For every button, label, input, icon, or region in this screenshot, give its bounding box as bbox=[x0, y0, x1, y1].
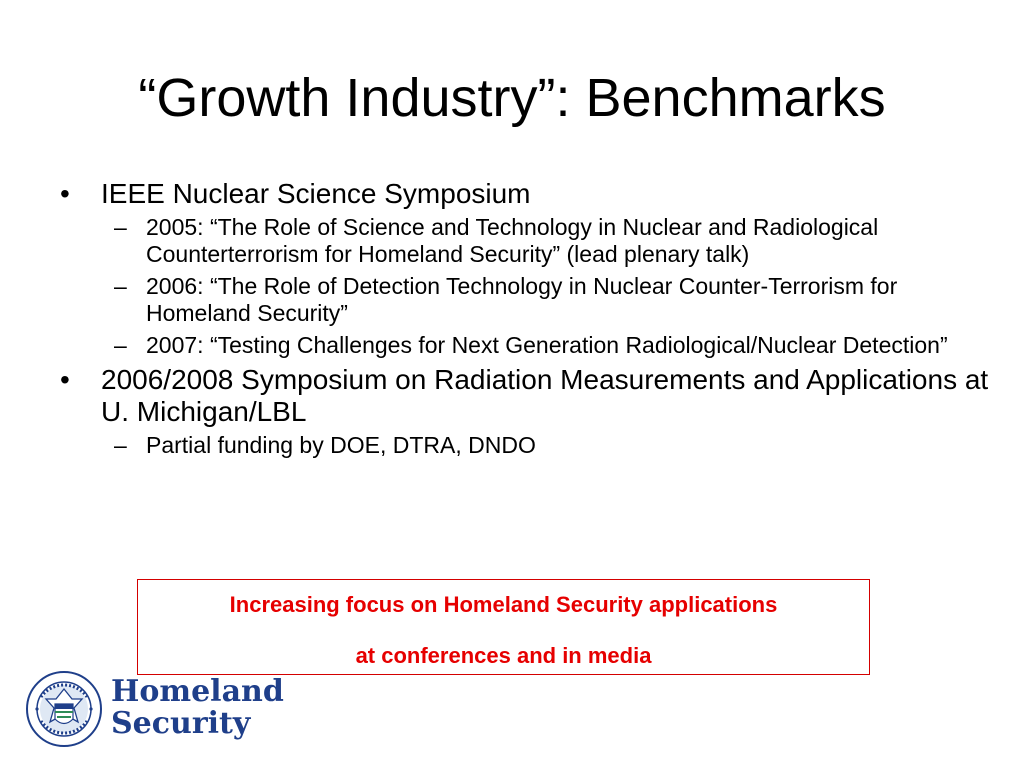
logo-line-2: Security bbox=[111, 706, 251, 741]
bullet-item bbox=[60, 178, 990, 210]
sub-bullet-text: Partial funding by DOE, DTRA, DNDO bbox=[146, 432, 536, 458]
bullet-item bbox=[60, 364, 990, 428]
sub-bullet-list bbox=[60, 432, 990, 459]
sub-bullet-item bbox=[60, 273, 990, 327]
bullet-text: IEEE Nuclear Science Symposium bbox=[101, 178, 531, 209]
sub-bullet-marker: – bbox=[114, 273, 127, 299]
bullet-marker: • bbox=[60, 178, 70, 209]
bullet-list bbox=[60, 178, 990, 464]
callout-line-1: Increasing focus on Homeland Security applications bbox=[229, 592, 778, 617]
dhs-seal-icon bbox=[25, 670, 103, 748]
bullet-marker: • bbox=[60, 364, 70, 395]
sub-bullet-text: 2006: “The Role of Detection Technology in Nuclear Counter-Terrorism for Homeland Security” bbox=[146, 273, 898, 326]
sub-bullet-marker: – bbox=[114, 432, 127, 458]
logo-line-1: Homeland bbox=[111, 674, 284, 709]
slide-title: “Growth Industry”: Benchmarks bbox=[138, 68, 886, 128]
sub-bullet-text: 2005: “The Role of Science and Technology in Nuclear and Radiological Counterterrorism for Homeland Security” (lead plenary talk) bbox=[146, 214, 879, 267]
sub-bullet-item bbox=[60, 432, 990, 459]
sub-bullet-text: 2007: “Testing Challenges for Next Generation Radiological/Nuclear Detection” bbox=[146, 332, 948, 358]
callout-box bbox=[137, 579, 870, 675]
sub-bullet-marker: – bbox=[114, 214, 127, 240]
sub-bullet-marker: – bbox=[114, 332, 127, 358]
sub-bullet-item bbox=[60, 332, 990, 359]
callout-line-2: at conferences and in media bbox=[355, 643, 652, 668]
sub-bullet-item bbox=[60, 214, 990, 268]
logo-wordmark bbox=[111, 676, 284, 740]
homeland-security-logo bbox=[25, 670, 305, 750]
bullet-text: 2006/2008 Symposium on Radiation Measurements and Applications at U. Michigan/LBL bbox=[101, 364, 989, 427]
sub-bullet-list bbox=[60, 214, 990, 359]
